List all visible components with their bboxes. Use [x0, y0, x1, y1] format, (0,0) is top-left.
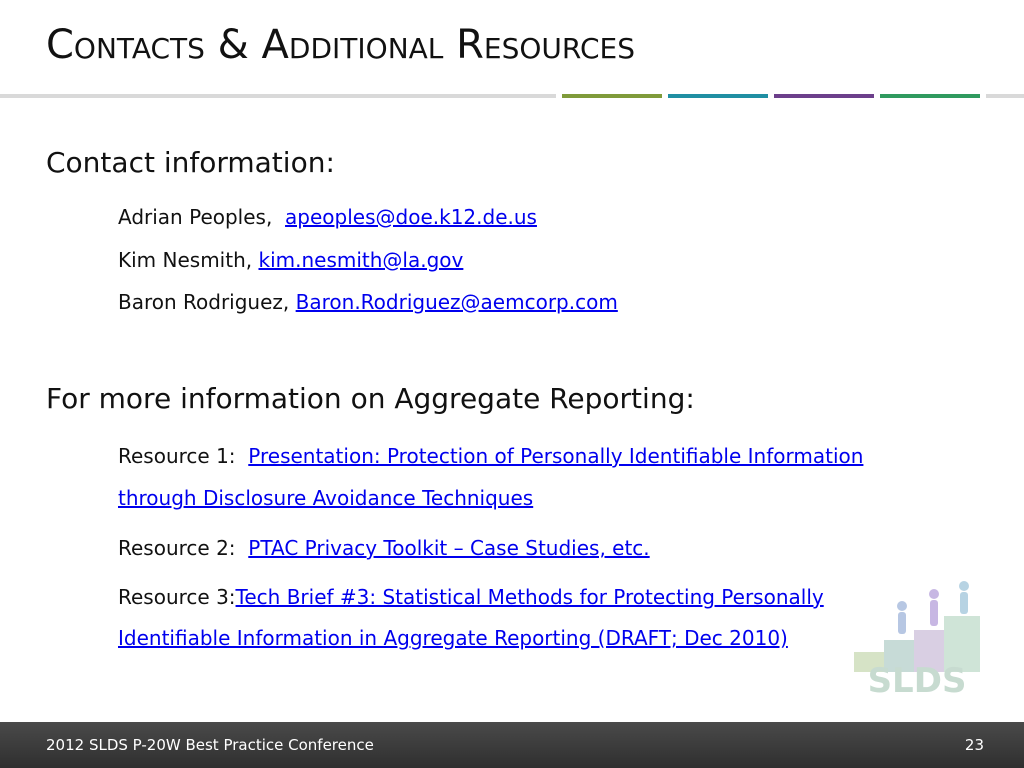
- resource-link[interactable]: Identifiable Information in Aggregate Reporting (DRAFT; Dec 2010): [118, 626, 788, 650]
- email-link[interactable]: kim.nesmith@la.gov: [258, 248, 464, 272]
- resource-row-continued: [118, 486, 533, 510]
- resource-row: [118, 585, 824, 609]
- contact-row: [118, 248, 463, 272]
- resource-row: [118, 536, 650, 560]
- slds-logo: [846, 578, 988, 696]
- contact-name: Baron Rodriguez,: [118, 290, 290, 314]
- accent-bar-teal: [668, 94, 768, 98]
- footer-conference: 2012 SLDS P-20W Best Practice Conference: [46, 736, 374, 754]
- accent-bar-green: [880, 94, 980, 98]
- contact-name: Adrian Peoples,: [118, 205, 273, 229]
- accent-bar-purple: [774, 94, 874, 98]
- resources-heading: For more information on Aggregate Reporting:: [46, 382, 695, 415]
- contact-name: Kim Nesmith,: [118, 248, 253, 272]
- resource-row-continued: [118, 626, 788, 650]
- resource-link[interactable]: PTAC Privacy Toolkit – Case Studies, etc.: [248, 536, 650, 560]
- contact-heading: Contact information:: [46, 146, 335, 179]
- resource-link[interactable]: Presentation: Protection of Personally Identifiable Information: [248, 444, 864, 468]
- email-link[interactable]: apeoples@doe.k12.de.us: [285, 205, 537, 229]
- slds-logo-text: SLDS: [867, 661, 967, 696]
- resource-row: [118, 444, 863, 468]
- resource-link[interactable]: Tech Brief #3: Statistical Methods for Protecting Personally: [235, 585, 824, 609]
- resource-label: Resource 1:: [118, 444, 236, 468]
- page-number: 23: [964, 736, 984, 754]
- contact-row: [118, 290, 618, 314]
- contact-row: [118, 205, 537, 229]
- slide-title: Contacts & Additional Resources: [46, 22, 635, 68]
- resource-link[interactable]: through Disclosure Avoidance Techniques: [118, 486, 534, 510]
- resource-label: Resource 2:: [118, 536, 236, 560]
- email-link[interactable]: Baron.Rodriguez@aemcorp.com: [295, 290, 618, 314]
- footer-bar: [0, 722, 1024, 768]
- accent-bar-gray-left: [0, 94, 556, 98]
- accent-bar-gray-right: [986, 94, 1024, 98]
- accent-bar-olive: [562, 94, 662, 98]
- resource-label: Resource 3:: [118, 585, 236, 609]
